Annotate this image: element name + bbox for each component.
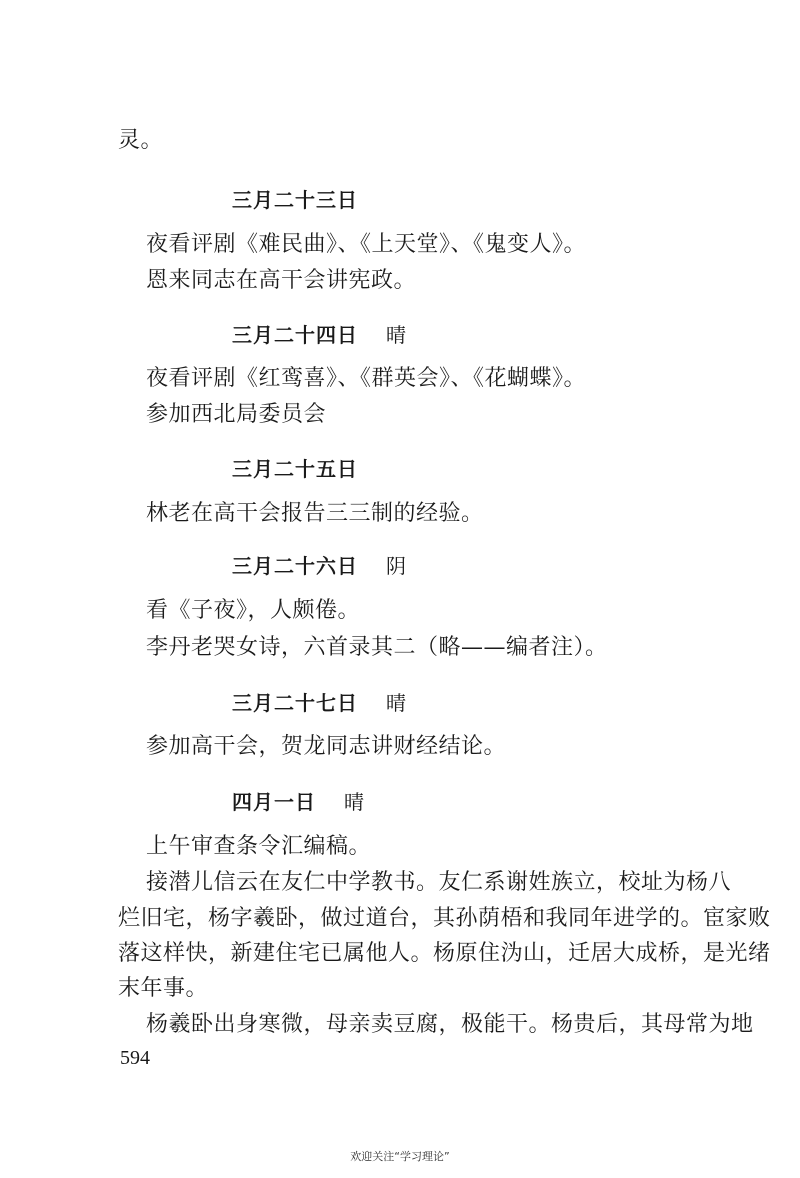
entry-line: 杨羲卧出身寒微，母亲卖豆腐，极能干。杨贵后，其母常为地 (146, 1012, 754, 1037)
entry-date: 三月二十五日 (232, 457, 358, 481)
entry-line: 夜看评剧《难民曲》、《上天堂》、《鬼变人》。 (146, 232, 587, 257)
entry-date: 三月二十七日 (232, 691, 358, 715)
entry-line: 夜看评剧《红鸾喜》、《群英会》、《花蝴蝶》。 (146, 366, 587, 391)
entry-date: 三月二十六日 (232, 554, 358, 578)
entry-line: 烂旧宅，杨字羲卧，做过道台，其孙荫梧和我同年进学的。宦家败 (118, 906, 771, 931)
footer-watermark: 欢迎关注“学习理论” (350, 1150, 450, 1163)
entry-line: 接潜儿信云在友仁中学教书。友仁系谢姓族立，校址为杨八 (146, 870, 732, 895)
entry-weather: 阴 (386, 554, 407, 578)
entry-line: 末年事。 (118, 976, 209, 1001)
entry-weather: 晴 (386, 323, 407, 347)
entry-weather: 晴 (386, 691, 407, 715)
entry-date-heading (232, 321, 407, 349)
continuation-text: 灵。 (118, 128, 164, 153)
entry-weather: 晴 (344, 790, 365, 814)
entry-date: 四月一日 (232, 790, 316, 814)
entry-date-heading (232, 788, 365, 816)
page-number: 594 (120, 1047, 150, 1069)
entry-date: 三月二十三日 (232, 188, 358, 212)
entry-line: 参加西北局委员会 (146, 402, 327, 427)
entry-date-heading (232, 689, 407, 717)
entry-line: 参加高干会，贺龙同志讲财经结论。 (146, 734, 507, 759)
entry-line: 看《子夜》，人颇倦。 (146, 598, 361, 623)
entry-line: 上午审查条令汇编稿。 (146, 834, 372, 859)
entry-date: 三月二十四日 (232, 323, 358, 347)
entry-date-heading (232, 552, 407, 580)
entry-line: 恩来同志在高干会讲宪政。 (146, 268, 417, 293)
entry-line: 李丹老哭女诗，六首录其二（略——编者注）。 (146, 635, 608, 660)
entry-date-heading (232, 455, 358, 483)
entry-line: 林老在高干会报告三三制的经验。 (146, 501, 484, 526)
entry-date-heading (232, 186, 358, 214)
entry-line: 落这样快，新建住宅已属他人。杨原住沩山，迁居大成桥，是光绪 (118, 941, 771, 966)
